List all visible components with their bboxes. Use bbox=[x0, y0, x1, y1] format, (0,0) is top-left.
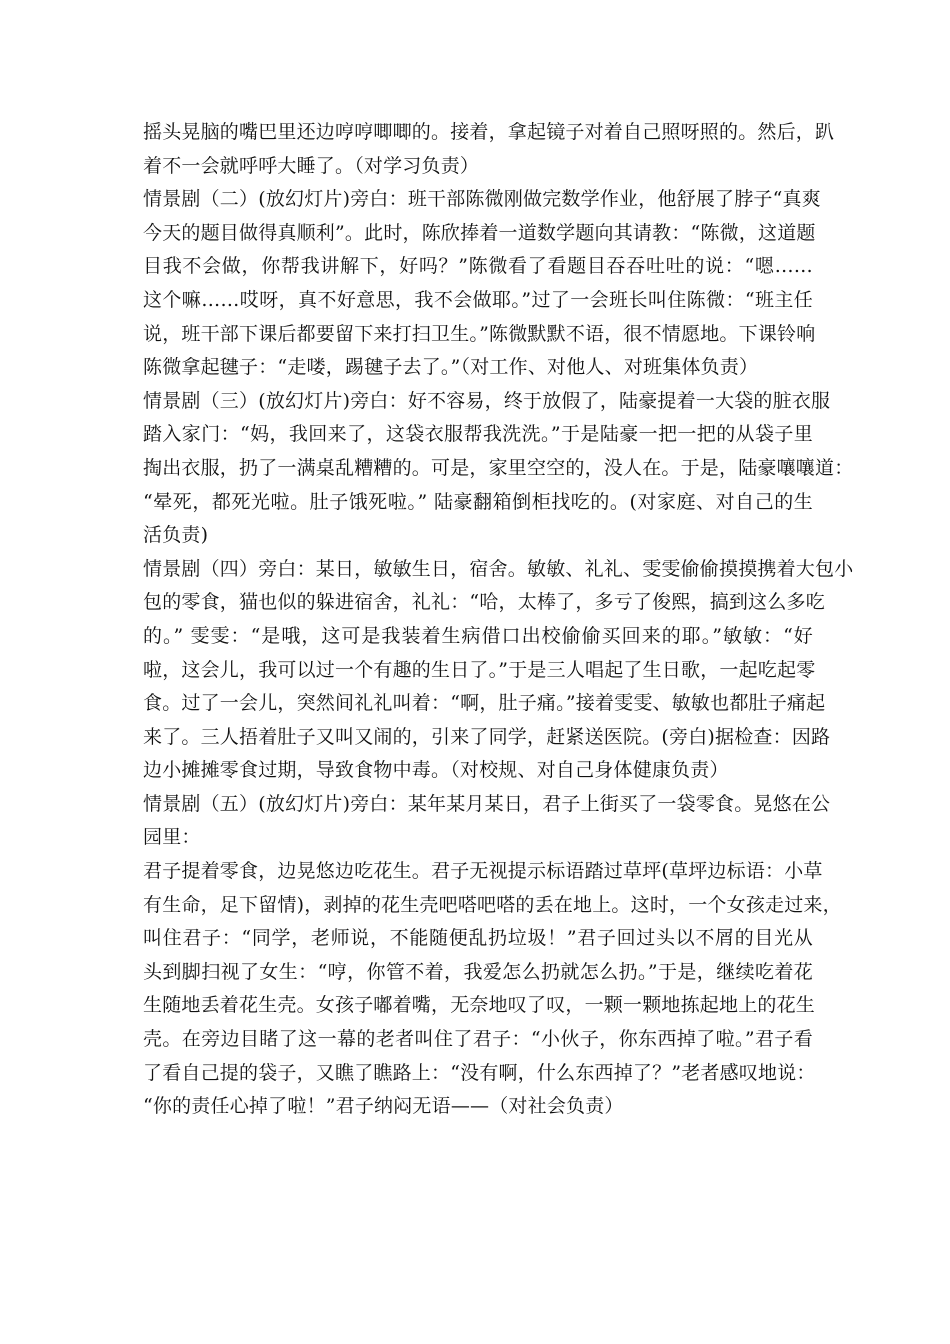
text-line: 生随地丢着花生壳。女孩子嘟着嘴，无奈地叹了叹，一颗一颗地拣起地上的花生 bbox=[143, 994, 816, 1017]
text-line: 叫住君子：“同学，老师说，不能随便乱扔垃圾！”君子回过头以不屑的目光从 bbox=[143, 927, 813, 950]
text-line: 边小摊摊零食过期，导致食物中毒。（对校规、对自己身体健康负责） bbox=[143, 759, 729, 782]
text-line: 有生命，足下留情)，剥掉的花生壳吧嗒吧嗒的丢在地上。这时，一个女孩走过来， bbox=[143, 893, 842, 916]
text-line: 这个嘛……哎呀，真不好意思，我不会做耶。”过了一会班长叫住陈微：“班主任 bbox=[143, 288, 813, 311]
text-line: 来了。三人捂着肚子又叫又闹的，引来了同学，赶紧送医院。(旁白)据检查：因路 bbox=[143, 725, 831, 748]
text-line: 着不一会就呼呼大睡了。（对学习负责） bbox=[143, 154, 480, 177]
text-line: 摇头晃脑的嘴巴里还边哼哼唧唧的。接着，拿起镜子对着自己照呀照的。然后，趴 bbox=[143, 121, 835, 143]
text-line: 情景剧（四）旁白：某日，敏敏生日，宿舍。敏敏、礼礼、雯雯偷偷摸摸携着大包小 bbox=[143, 557, 854, 580]
text-line: 活负责) bbox=[143, 524, 209, 547]
text-line: 目我不会做，你帮我讲解下，好吗？”陈微看了看题目吞吞吐吐的说：“嗯…… bbox=[143, 255, 813, 278]
text-line: 今天的题目做得真顺利”。此时，陈欣捧着一道数学题向其请教：“陈微，这道题 bbox=[143, 221, 816, 244]
text-line: 踏入家门：“妈，我回来了，这袋衣服帮我洗洗。”于是陆豪一把一把的从袋子里 bbox=[143, 423, 813, 446]
text-line: 情景剧（二）(放幻灯片)旁白：班干部陈微刚做完数学作业，他舒展了脖子“真爽 bbox=[143, 188, 821, 211]
text-line: 的。” 雯雯：“是哦，这可是我装着生病借口出校偷偷买回来的耶。”敏敏：“好 bbox=[143, 624, 813, 647]
text-line: “晕死，都死光啦。肚子饿死啦。” 陆豪翻箱倒柜找吃的。(对家庭、对自己的生 bbox=[143, 490, 813, 513]
text-line: 包的零食，猫也似的躲进宿舍，礼礼：“哈，太棒了，多亏了俊熙，搞到这么多吃 bbox=[143, 591, 825, 614]
text-line: 掏出衣服，扔了一满桌乱糟糟的。可是，家里空空的，没人在。于是，陆豪嚷嚷道： bbox=[143, 456, 854, 479]
text-line: 园里： bbox=[143, 826, 201, 849]
text-line: 陈微拿起毽子：“走喽，踢毽子去了。”（对工作、对他人、对班集体负责） bbox=[143, 356, 759, 379]
text-line: 壳。在旁边目睹了这一幕的老者叫住了君子：“小伙子，你东西掉了啦。”君子看 bbox=[143, 1028, 813, 1051]
document-body bbox=[143, 116, 854, 1124]
text-line: 君子提着零食，边晃悠边吃花生。君子无视提示标语踏过草坪(草坪边标语：小草 bbox=[143, 860, 823, 883]
text-line: 说，班干部下课后都要留下来打扫卫生。”陈微默默不语，很不情愿地。下课铃响 bbox=[143, 322, 816, 345]
text-line: 情景剧（五）(放幻灯片)旁白：某年某月某日，君子上街买了一袋零食。晃悠在公 bbox=[143, 792, 831, 815]
text-line: 了看自己提的袋子，又瞧了瞧路上：“没有啊，什么东西掉了？”老者感叹地说： bbox=[143, 1061, 816, 1084]
text-line: 食。过了一会儿，突然间礼礼叫着：“啊，肚子痛。”接着雯雯、敏敏也都肚子痛起 bbox=[143, 692, 826, 715]
text-line: “你的责任心掉了啦！”君子纳闷无语——（对社会负责） bbox=[143, 1095, 624, 1118]
text-line: 情景剧（三）(放幻灯片)旁白：好不容易，终于放假了，陆豪提着一大袋的脏衣服 bbox=[143, 389, 831, 412]
text-line: 啦，这会儿，我可以过一个有趣的生日了。”于是三人唱起了生日歌，一起吃起零 bbox=[143, 658, 816, 681]
text-line: 头到脚扫视了女生：“哼，你管不着，我爱怎么扔就怎么扔。”于是，继续吃着花 bbox=[143, 960, 813, 983]
